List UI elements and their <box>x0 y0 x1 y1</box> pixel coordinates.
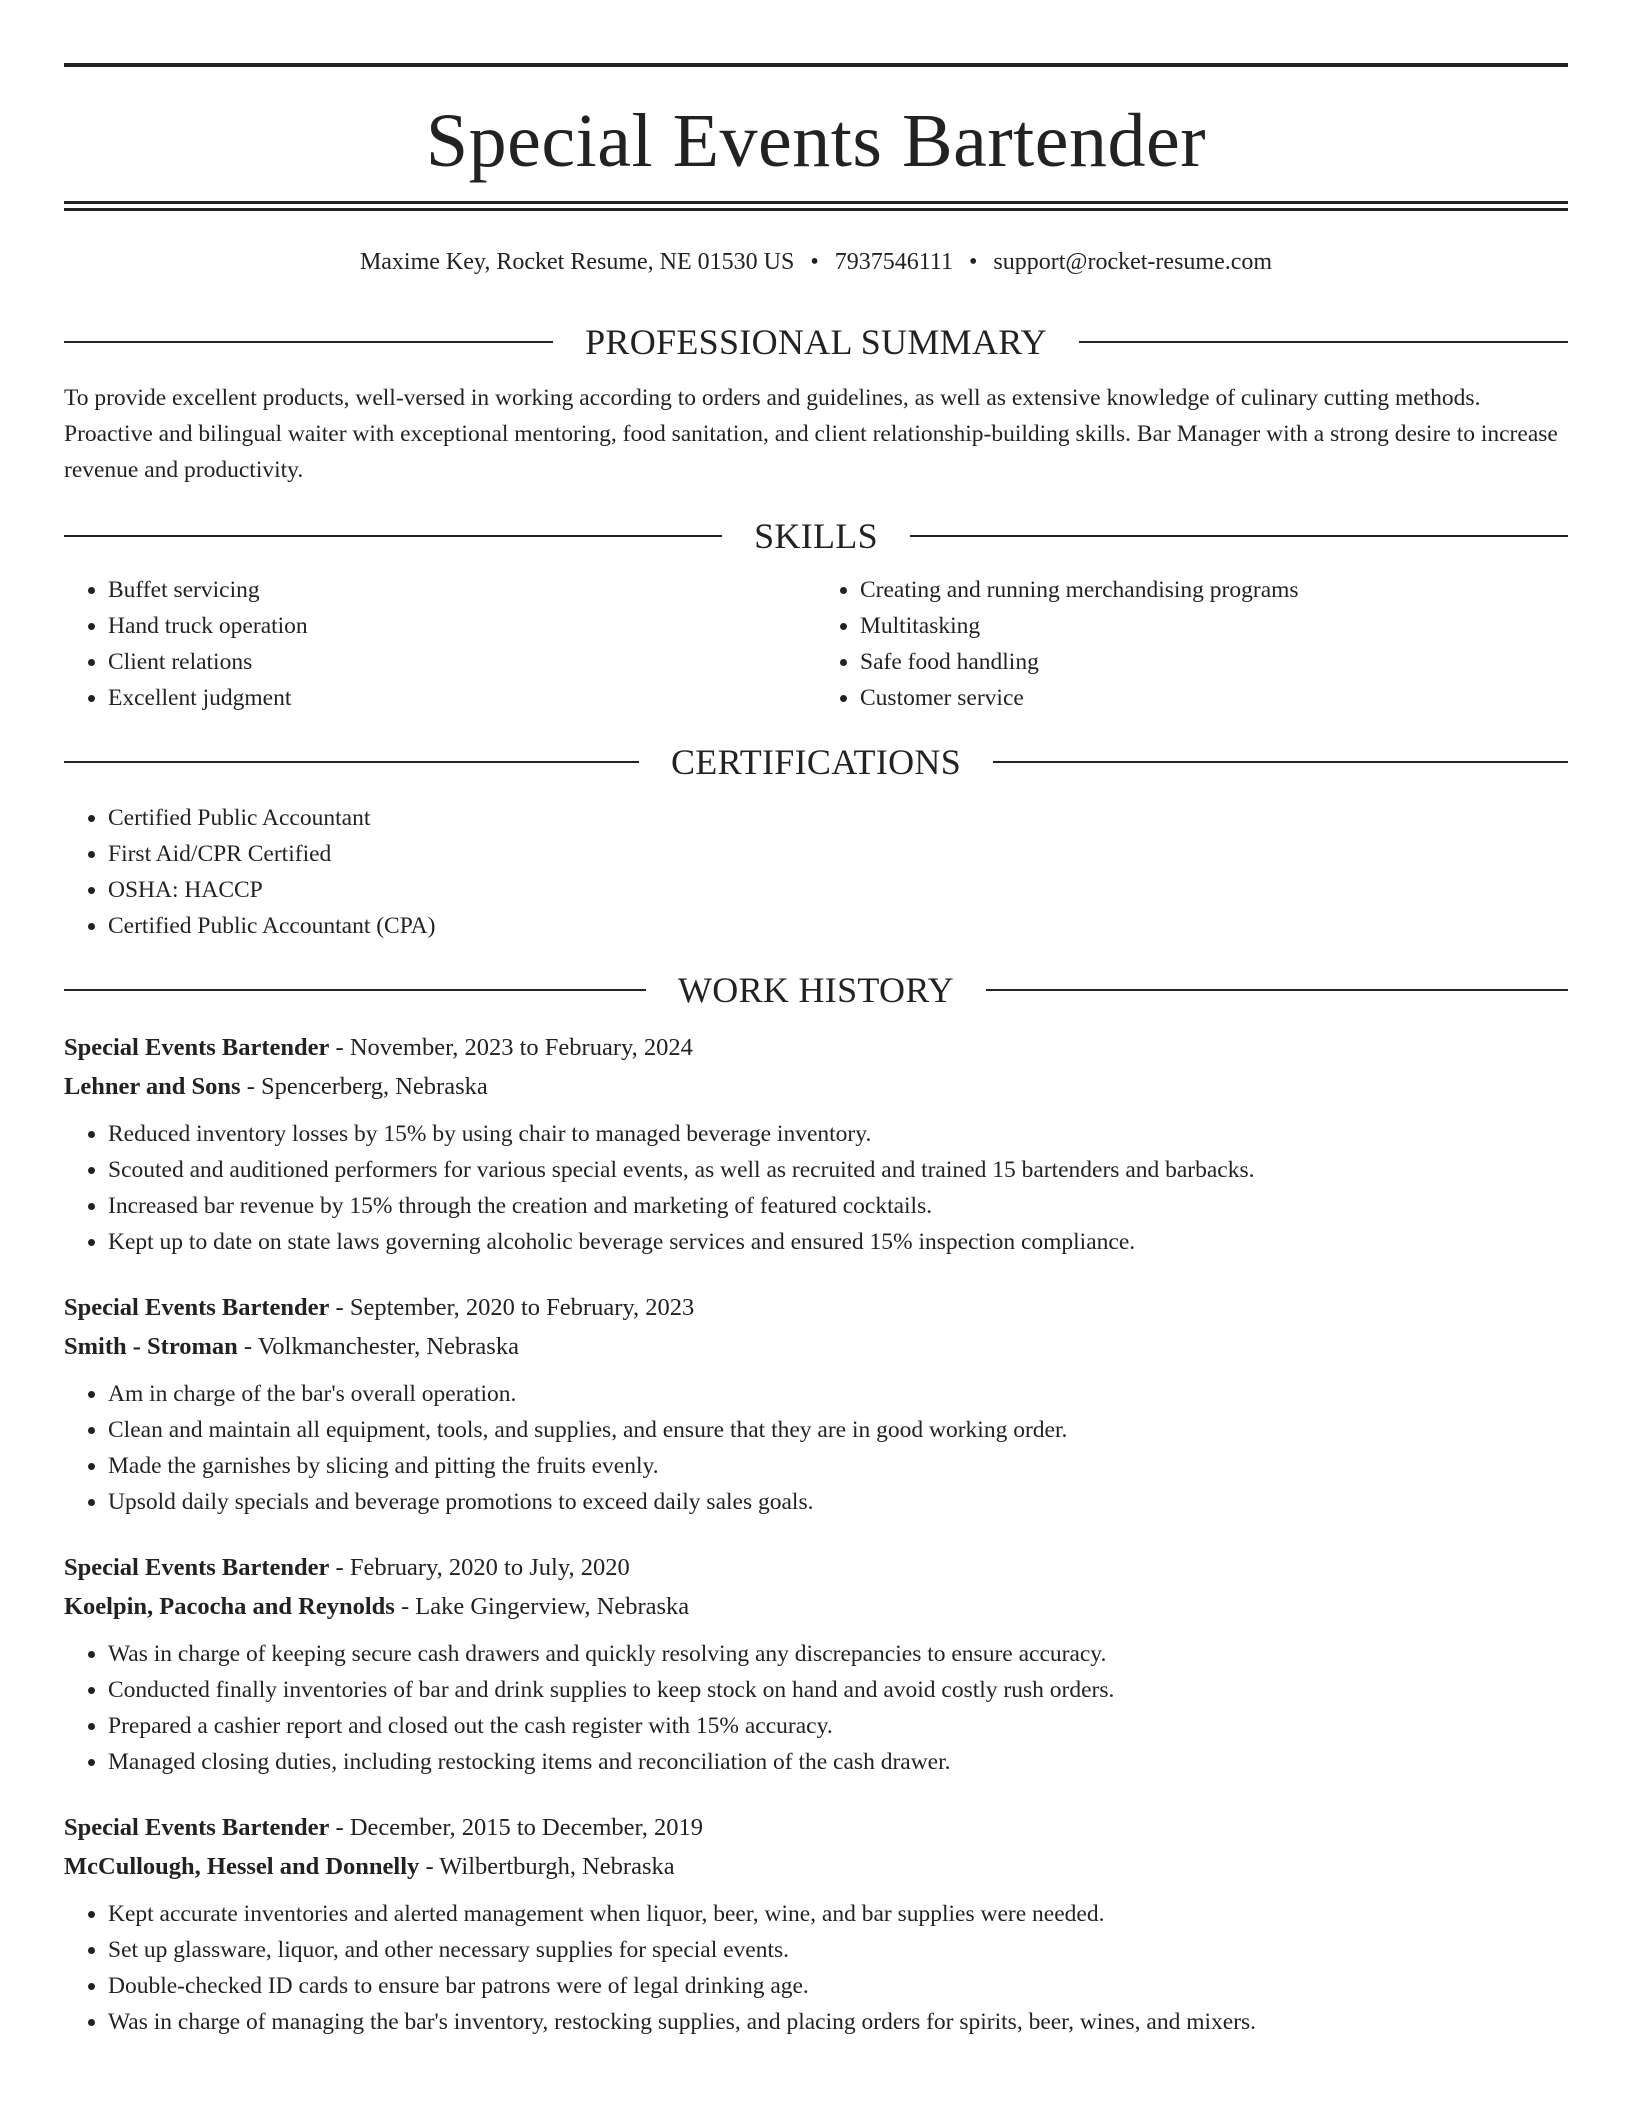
skill-item: • Safe food handling <box>860 644 1568 680</box>
job-entry <box>64 1808 1568 2040</box>
dash: - <box>394 1593 416 1620</box>
job-bullet: • Am in charge of the bar's overall operation. <box>108 1376 1568 1412</box>
job-dates: November, 2023 to February, 2024 <box>349 1034 693 1061</box>
job-company: Lehner and Sons <box>64 1073 241 1100</box>
job-title: Special Events Bartender <box>64 1294 330 1321</box>
job-entry <box>64 1028 1568 1260</box>
section-title: SKILLS <box>754 516 878 556</box>
job-company-line <box>64 1587 1568 1626</box>
contact-phone: 7937546111 <box>834 249 953 275</box>
dash: - <box>419 1853 440 1880</box>
job-bullet: • Kept accurate inventories and alerted management when liquor, beer, wine, and bar supplies were needed. <box>108 1896 1568 1932</box>
job-bullet: • Increased bar revenue by 15% through the creation and marketing of featured cocktails. <box>108 1188 1568 1224</box>
job-title-line <box>64 1548 1568 1587</box>
skills-column-right <box>816 572 1568 716</box>
job-bullet: • Double-checked ID cards to ensure bar patrons were of legal drinking age. <box>108 1968 1568 2004</box>
section-heading-work-history <box>64 968 1568 1012</box>
skill-item: • Excellent judgment <box>108 680 816 716</box>
job-company: McCullough, Hessel and Donnelly <box>64 1853 420 1880</box>
job-title-line <box>64 1288 1568 1327</box>
skills-list <box>64 572 1568 716</box>
skill-item: • Client relations <box>108 644 816 680</box>
job-location: Lake Gingerview, Nebraska <box>415 1593 690 1620</box>
job-bullet: • Kept up to date on state laws governing alcoholic beverage services and ensured 15% inspection compliance. <box>108 1224 1568 1260</box>
certification-item: • Certified Public Accountant (CPA) <box>108 908 1568 944</box>
job-company-line <box>64 1847 1568 1886</box>
job-bullets <box>64 1896 1568 2040</box>
job-dates: December, 2015 to December, 2019 <box>349 1814 703 1841</box>
job-bullet: • Conducted finally inventories of bar and drink supplies to keep stock on hand and avoid costly rush orders. <box>108 1672 1568 1708</box>
job-company: Koelpin, Pacocha and Reynolds <box>64 1593 395 1620</box>
job-bullets <box>64 1376 1568 1520</box>
job-bullets <box>64 1636 1568 1780</box>
job-title-line <box>64 1808 1568 1847</box>
dash: - <box>329 1294 350 1321</box>
skill-item: • Buffet servicing <box>108 572 816 608</box>
job-location: Spencerberg, Nebraska <box>260 1073 488 1100</box>
job-company-line <box>64 1067 1568 1106</box>
section-heading-summary <box>64 320 1568 364</box>
dash: - <box>329 1814 350 1841</box>
skill-item: • Hand truck operation <box>108 608 816 644</box>
section-heading-skills <box>64 514 1568 558</box>
contact-email[interactable]: support@rocket-resume.com <box>993 249 1273 275</box>
job-bullet: • Was in charge of keeping secure cash drawers and quickly resolving any discrepancies to ensure accuracy. <box>108 1636 1568 1672</box>
dash: - <box>329 1554 350 1581</box>
heading-rule <box>986 989 1568 991</box>
heading-rule <box>64 761 639 763</box>
title-double-rule <box>64 201 1568 211</box>
job-bullet: • Set up glassware, liquor, and other necessary supplies for special events. <box>108 1932 1568 1968</box>
resume-title: Special Events Bartender <box>425 99 1207 183</box>
resume-page <box>64 0 1568 2040</box>
job-bullets <box>64 1116 1568 1260</box>
skills-column-left <box>64 572 816 716</box>
job-bullet: • Clean and maintain all equipment, tools, and supplies, and ensure that they are in good working order. <box>108 1412 1568 1448</box>
job-bullet: • Upsold daily specials and beverage promotions to exceed daily sales goals. <box>108 1484 1568 1520</box>
heading-rule <box>910 535 1568 537</box>
heading-rule <box>1079 341 1568 343</box>
heading-rule <box>64 341 553 343</box>
job-bullet: • Managed closing duties, including restocking items and reconciliation of the cash drawer. <box>108 1744 1568 1780</box>
job-company-line <box>64 1327 1568 1366</box>
contact-separator: • <box>810 249 819 275</box>
job-company: Smith - Stroman <box>64 1333 238 1360</box>
job-bullet: • Prepared a cashier report and closed out the cash register with 15% accuracy. <box>108 1708 1568 1744</box>
skill-item: • Creating and running merchandising programs <box>860 572 1568 608</box>
job-entry <box>64 1548 1568 1780</box>
section-heading-certifications <box>64 740 1568 784</box>
top-rule <box>64 63 1568 67</box>
job-dates: February, 2020 to July, 2020 <box>349 1554 630 1581</box>
skill-item: • Customer service <box>860 680 1568 716</box>
heading-rule <box>64 989 646 991</box>
contact-separator: • <box>968 249 978 275</box>
certification-item: • First Aid/CPR Certified <box>108 836 1568 872</box>
job-title: Special Events Bartender <box>64 1034 330 1061</box>
contact-line <box>64 247 1568 277</box>
job-title-line <box>64 1028 1568 1067</box>
job-title: Special Events Bartender <box>64 1814 330 1841</box>
job-dates: September, 2020 to February, 2023 <box>349 1294 695 1321</box>
section-title: WORK HISTORY <box>678 970 954 1010</box>
job-location: Volkmanchester, Nebraska <box>257 1333 519 1360</box>
dash: - <box>329 1034 350 1061</box>
summary-text: To provide excellent products, well-versed in working according to orders and guidelines, as well as extensive knowledge of culinary cutting methods. Proactive and bilingual waiter with exceptional mentoring, food sanitation, and client relationship-building skills. Bar Manager with a strong desire to increase revenue and productivity. <box>64 385 1558 483</box>
job-bullet: • Scouted and auditioned performers for various special events, as well as recruited and trained 15 bartenders and barbacks. <box>108 1152 1568 1188</box>
dash: - <box>237 1333 258 1360</box>
certification-item: • Certified Public Accountant <box>108 800 1568 836</box>
job-bullet: • Reduced inventory losses by 15% by using chair to managed beverage inventory. <box>108 1116 1568 1152</box>
job-bullet: • Made the garnishes by slicing and pitting the fruits evenly. <box>108 1448 1568 1484</box>
job-entry <box>64 1288 1568 1520</box>
job-title: Special Events Bartender <box>64 1554 330 1581</box>
job-location: Wilbertburgh, Nebraska <box>439 1853 675 1880</box>
contact-address: Maxime Key, Rocket Resume, NE 01530 US <box>359 249 795 275</box>
certifications-list <box>64 800 1568 944</box>
certification-item: • OSHA: HACCP <box>108 872 1568 908</box>
heading-rule <box>993 761 1568 763</box>
section-title: CERTIFICATIONS <box>670 742 962 782</box>
skill-item: • Multitasking <box>860 608 1568 644</box>
job-bullet: • Was in charge of managing the bar's inventory, restocking supplies, and placing orders for spirits, beer, wines, and mixers. <box>108 2004 1568 2040</box>
section-title: PROFESSIONAL SUMMARY <box>585 322 1047 362</box>
heading-rule <box>64 535 722 537</box>
dash: - <box>240 1073 261 1100</box>
